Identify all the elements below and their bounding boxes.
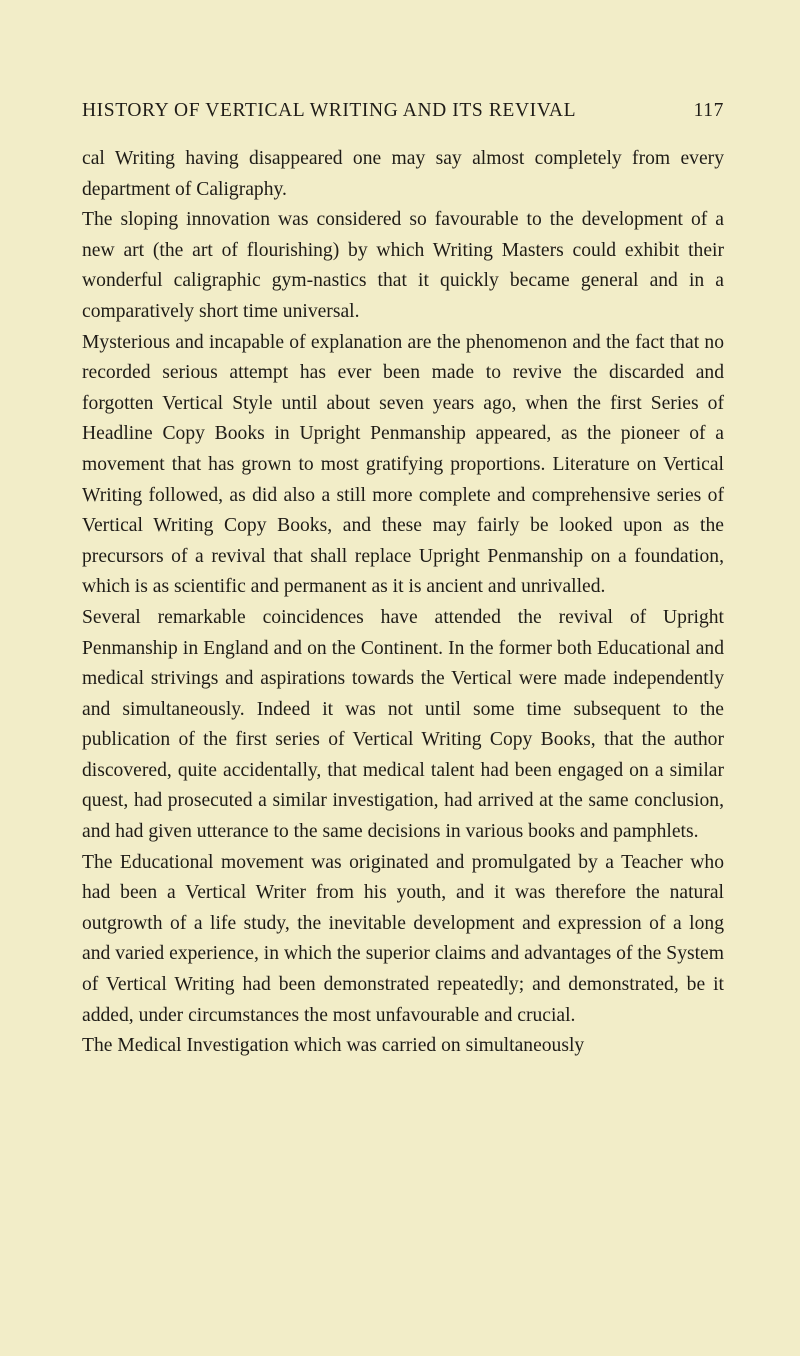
body-text (82, 144, 724, 1062)
paragraph: The Medical Investigation which was carried on simultaneously (82, 1035, 585, 1057)
paragraph: Mysterious and incapable of explanation are the phenomenon and the fact that no recorded serious attempt has ever been made to revive the discarded and forgotten Vertical Style until about seven years ago, when the first Series of Headline Copy Books in Upright Penmanship appeared, as the pioneer of a movement that has grown to most gratifying proportions. Literature on Vertical Writing followed, as did also a still more complete and comprehensive series of Vertical Writing Copy Books, and these may fairly be looked upon as the precursors of a revival that shall replace Upright Penmanship on a foundation, which is as scientific and permanent as it is ancient and unrivalled. (82, 331, 724, 598)
running-head-title: HISTORY OF VERTICAL WRITING AND ITS REVIVAL (82, 100, 577, 121)
paragraph: The sloping innovation was considered so favourable to the development of a new art (the art of flourishing) by which Writing Masters could exhibit their wonderful caligraphic gym-nastics that it quickly became general and in a comparatively short time universal. (82, 209, 724, 322)
paragraph: Several remarkable coincidences have attended the revival of Upright Penmanship in England and on the Continent. In the former both Educational and medical strivings and aspirations towards the Vertical were made independently and simultaneously. Indeed it was not until some time subsequent to the publication of the first series of Vertical Writing Copy Books, that the author discovered, quite accidentally, that medical talent had been engaged on a similar quest, had prosecuted a similar investigation, had arrived at the same conclusion, and had given utterance to the same decisions in various books and pamphlets. (82, 606, 724, 843)
paragraph: cal Writing having disappeared one may say almost completely from every department of Caligraphy. (82, 148, 724, 200)
running-head (82, 95, 724, 127)
paragraph: The Educational movement was originated and promulgated by a Teacher who had been a Vertical Writer from his youth, and it was therefore the natural outgrowth of a life study, the inevitable development and expression of a long and varied experience, in which the superior claims and advantages of the System of Vertical Writing had been demonstrated repeatedly; and demonstrated, be it added, under circumstances the most unfavourable and crucial. (82, 851, 724, 1026)
page-number: 117 (693, 100, 724, 121)
